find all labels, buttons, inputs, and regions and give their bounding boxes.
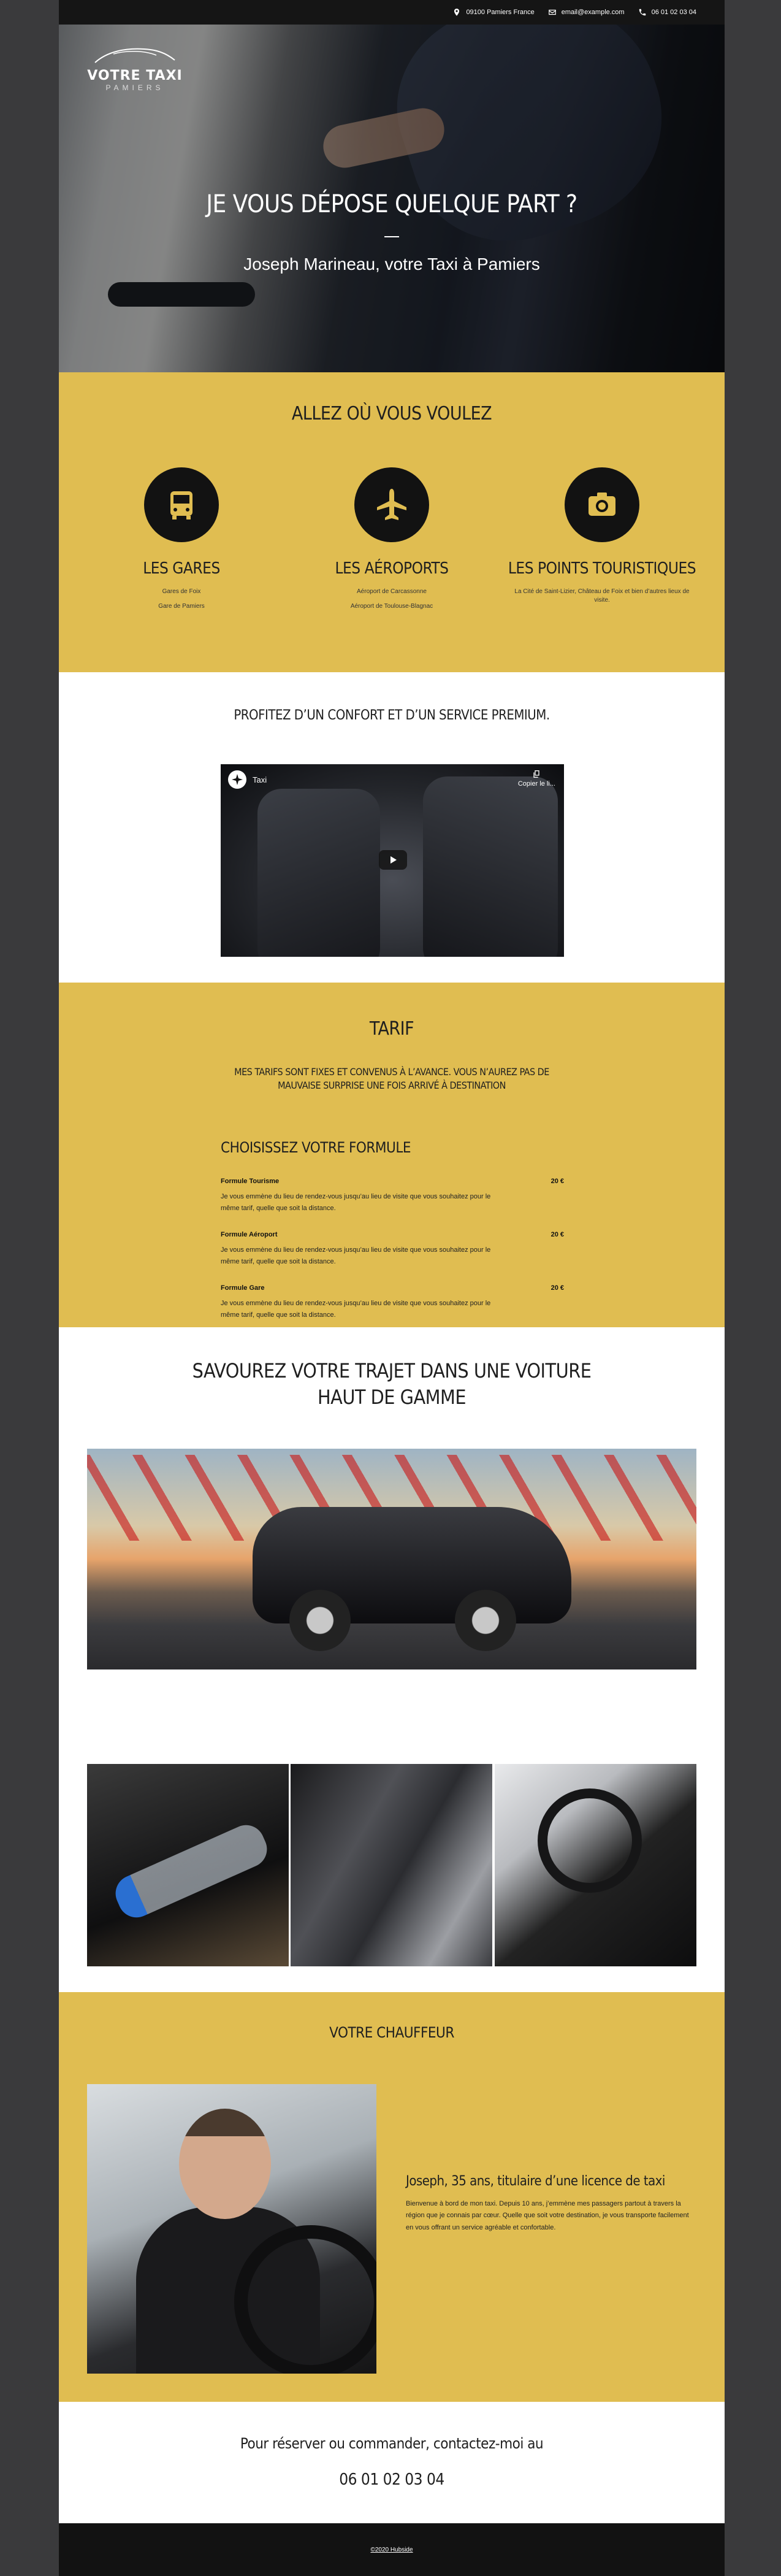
chauffeur-section	[59, 1992, 725, 2402]
comfort-section	[59, 672, 725, 983]
logo-subtitle: PAMIERS	[105, 83, 164, 92]
driving-interior-image	[495, 1764, 696, 1966]
formula-name: Formule Tourisme	[221, 1178, 280, 1185]
luxury-car-image	[87, 1449, 696, 1669]
play-button[interactable]	[379, 850, 407, 870]
destination-line: Aéroport de Toulouse-Blagnac	[350, 602, 433, 610]
formula-name: Formule Gare	[221, 1284, 265, 1292]
logo-title: VOTRE TAXI	[87, 68, 183, 83]
water-bottle-image	[87, 1764, 289, 1966]
destination-line: Gare de Pamiers	[158, 602, 205, 610]
hero-banner	[59, 25, 725, 372]
tarif-subtitle-line: MAUVAISE SURPRISE UNE FOIS ARRIVÉ À DESTINATION	[278, 1079, 506, 1092]
destination-line: Gares de Foix	[162, 588, 201, 595]
tarif-subtitle-line: MES TARIFS SONT FIXES ET CONVENUS À L’AVANCE. VOUS N’AUREZ PAS DE	[234, 1066, 549, 1078]
destination-title: LES GARES	[143, 559, 220, 578]
destination-line: La Cité de Saint-Lizier, Château de Foix et bien d’autres lieux de visite.	[514, 588, 690, 604]
hero-title: JE VOUS DÉPOSE QUELQUE PART ?	[206, 190, 577, 218]
premium-section	[59, 1327, 725, 1992]
premium-heading	[59, 1358, 725, 1411]
channel-avatar[interactable]	[228, 770, 246, 789]
formula-item	[221, 1231, 564, 1267]
leather-seat-image	[291, 1764, 492, 1966]
destinations-heading: ALLEZ OÙ VOUS VOULEZ	[291, 403, 492, 424]
copy-link-button[interactable]	[518, 769, 555, 788]
destination-title: LES AÉROPORTS	[335, 559, 449, 578]
formula-item	[221, 1284, 564, 1321]
copy-icon	[531, 769, 541, 779]
chauffeur-heading: VOTRE CHAUFFEUR	[329, 2024, 454, 2041]
copy-link-label: Copier le li...	[517, 780, 555, 788]
address-item	[452, 8, 534, 17]
formula-name: Formule Aéroport	[221, 1231, 278, 1238]
driver-description: Bienvenue à bord de mon taxi. Depuis 10 ans, j’emmène mes passagers partout à travers la région que je connais par cœur. Quelle que soit votre destination, je vous transporte facilement en vous offrant un service agréable et confortable.	[406, 2200, 689, 2231]
page	[59, 0, 725, 2576]
hero-subtitle: Joseph Marineau, votre Taxi à Pamiers	[243, 255, 540, 274]
formula-description: Je vous emmène du lieu de rendez-vous jusqu’au lieu de visite que vous souhaitez pour le même tarif, quelle que soit la distance.	[221, 1246, 491, 1265]
premium-heading-line: HAUT DE GAMME	[317, 1386, 466, 1409]
envelope-icon	[548, 8, 557, 17]
footer-link[interactable]: ©2020 Hubside	[370, 2546, 413, 2553]
destination-airports	[294, 467, 490, 610]
address-text: 09100 Pamiers France	[466, 9, 535, 16]
camera-icon	[582, 485, 622, 524]
destination-line: Aéroport de Carcassonne	[357, 588, 427, 595]
destinations-section	[59, 372, 725, 672]
formula-item	[221, 1178, 564, 1214]
premium-heading-line: SAVOUREZ VOTRE TRAJET DANS UNE VOITURE	[192, 1359, 592, 1382]
phone-icon	[638, 8, 647, 17]
email-link[interactable]: email@example.com	[561, 9, 625, 16]
airplane-icon	[372, 485, 411, 524]
top-bar	[59, 0, 725, 25]
footer	[59, 2523, 725, 2576]
formula-description: Je vous emmène du lieu de rendez-vous jusqu’au lieu de visite que vous souhaitez pour le même tarif, quelle que soit la distance.	[221, 1193, 491, 1212]
formula-price: 20 €	[551, 1231, 564, 1238]
formula-price: 20 €	[551, 1178, 564, 1185]
formula-heading: CHOISISSEZ VOTRE FORMULE	[221, 1139, 411, 1156]
video-title[interactable]: Taxi	[253, 775, 267, 784]
star-logo-icon	[231, 773, 243, 786]
tarif-heading: TARIF	[369, 1018, 414, 1040]
comfort-heading: PROFITEZ D’UN CONFORT ET D’UN SERVICE PREMIUM.	[234, 708, 550, 723]
video-title-bar	[228, 770, 267, 789]
tarif-subtitle	[59, 1065, 725, 1093]
email-item[interactable]	[548, 8, 625, 17]
destination-stations	[83, 467, 280, 610]
hero-divider	[384, 236, 399, 237]
formula-description: Je vous emmène du lieu de rendez-vous jusqu’au lieu de visite que vous souhaitez pour le même tarif, quelle que soit la distance.	[221, 1300, 491, 1319]
phone-link[interactable]: 06 01 02 03 04	[651, 9, 696, 16]
contact-phone[interactable]: 06 01 02 03 04	[339, 2471, 444, 2489]
driver-title: Joseph, 35 ans, titulaire d’une licence de taxi	[406, 2174, 665, 2189]
video-player[interactable]	[221, 764, 564, 957]
location-pin-icon	[452, 8, 461, 17]
destination-title: LES POINTS TOURISTIQUES	[508, 559, 696, 578]
play-icon	[388, 855, 398, 865]
site-logo[interactable]	[86, 44, 184, 92]
contact-section	[59, 2402, 725, 2523]
destination-tourist-spots	[504, 467, 700, 604]
formula-price: 20 €	[551, 1284, 564, 1292]
contact-heading: Pour réserver ou commander, contactez-moi au	[240, 2435, 544, 2452]
driver-portrait-image	[87, 2084, 376, 2374]
car-silhouette-icon	[89, 44, 181, 69]
phone-item[interactable]	[638, 8, 696, 17]
tarif-section	[59, 983, 725, 1327]
bus-icon	[162, 485, 201, 524]
